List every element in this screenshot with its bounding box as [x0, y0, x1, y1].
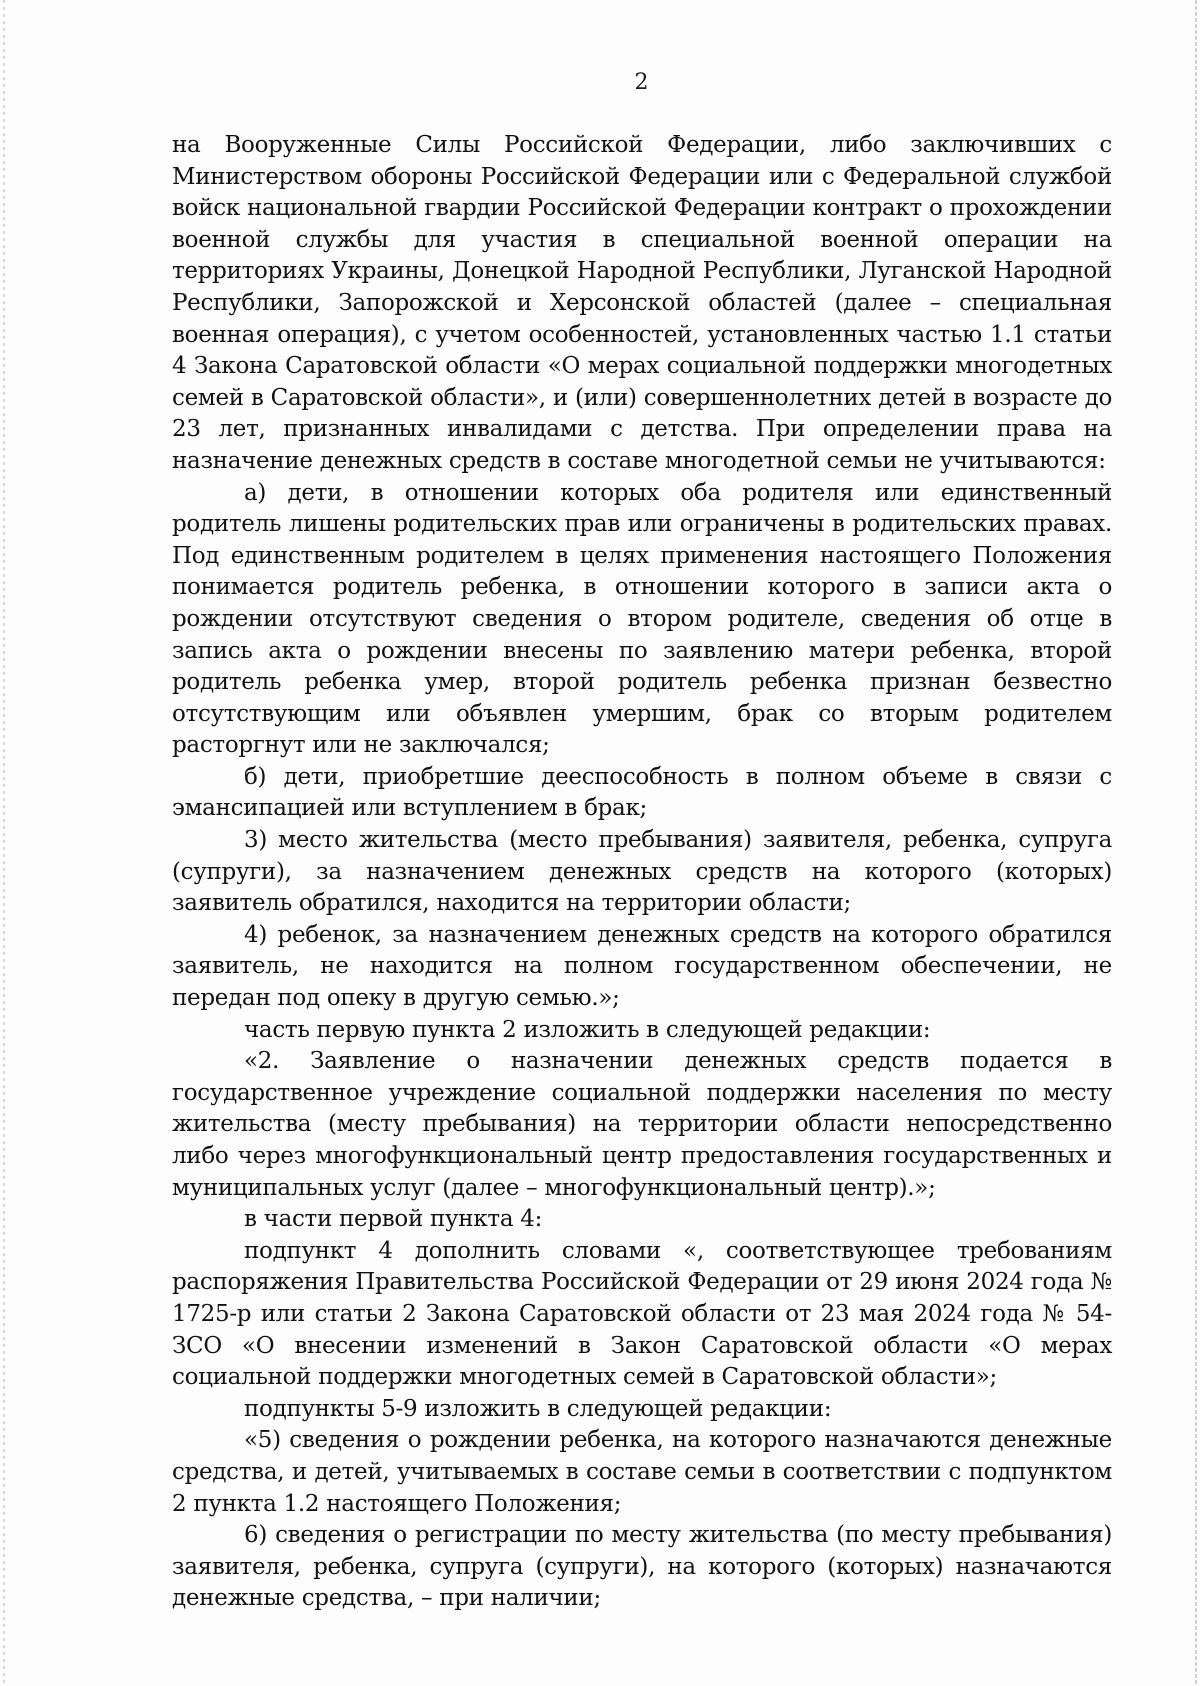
- paragraph: 3) место жительства (место пребывания) заявителя, ребенка, супруга (супруги), за назначением денежных средств на которого (которых) заявитель обратился, находится на территории области;: [172, 827, 1112, 917]
- paragraph: «5) сведения о рождении ребенка, на которого назначаются денежные средства, и детей, учитываемых в составе семьи в соответствии с подпунктом 2 пункта 1.2 настоящего Положения;: [172, 1427, 1112, 1517]
- paragraph: 6) сведения о регистрации по месту жительства (по месту пребывания) заявителя, ребенка, супруга (супруги), на которого (которых) назначаются денежные средства, – при наличии;: [172, 1522, 1112, 1612]
- paragraph: часть первую пункта 2 изложить в следующей редакции:: [244, 1016, 931, 1043]
- paragraph: б) дети, приобретшие дееспособность в полном объеме в связи с эмансипацией или вступлением в брак;: [172, 763, 1112, 822]
- paragraph: на Вооруженные Силы Российской Федерации, либо заключивших с Министерством обороны Российской Федерации или с Федеральной службой войск национальной гвардии Российской Федерации контракт о прохождении военной службы для участия в специальной военной операции на территориях Украины, Донецкой Народной Республики, Луганской Народной Республики, Запорожской и Херсонской областей (далее – специальная военная операция), с учетом особенностей, установленных частью 1.1 статьи 4 Закона Саратовской области «О мерах социальной поддержки многодетных семей в Саратовской области», и (или) совершеннолетних детей в возрасте до 23 лет, признанных инвалидами с детства. При определении права на назначение денежных средств в составе многодетной семьи не учитываются:: [172, 132, 1112, 474]
- paragraph: «2. Заявление о назначении денежных средств подается в государственное учреждение социальной поддержки населения по месту жительства (месту пребывания) на территории области непосредственно либо через многофункциональный центр предоставления государственных и муниципальных услуг (далее – многофункциональный центр).»;: [172, 1048, 1112, 1201]
- paragraph: подпункты 5-9 изложить в следующей редакции:: [244, 1395, 832, 1422]
- page-number: 2: [634, 70, 649, 95]
- scan-edge-right: [1195, 0, 1197, 1686]
- paragraph: подпункт 4 дополнить словами «, соответствующее требованиям распоряжения Правительства Российской Федерации от 29 июня 2024 года № 1725-р или статьи 2 Закона Саратовской области от 23 мая 2024 года № 54-ЗСО «О внесении изменений в Закон Саратовской области «О мерах социальной поддержки многодетных семей в Саратовской области»;: [172, 1237, 1112, 1391]
- document-body: [172, 130, 1112, 1615]
- paragraph: 4) ребенок, за назначением денежных средств на которого обратился заявитель, не находится на полном государственном обеспечении, не передан под опеку в другую семью.»;: [172, 921, 1112, 1012]
- scan-edge-left: [3, 0, 5, 1686]
- paragraph: в части первой пункта 4:: [244, 1206, 543, 1233]
- paragraph: а) дети, в отношении которых оба родителя или единственный родитель лишены родительских прав или ограничены в родительских правах. Под единственным родителем в целях применения настоящего Положения понимается родитель ребенка, в отношении которого в записи акта о рождении отсутствуют сведения о втором родителе, сведения об отце в запись акта о рождении внесены по заявлению матери ребенка, второй родитель ребенка умер, второй родитель ребенка признан безвестно отсутствующим или объявлен умершим, брак со вторым родителем расторгнут или не заключался;: [172, 479, 1112, 759]
